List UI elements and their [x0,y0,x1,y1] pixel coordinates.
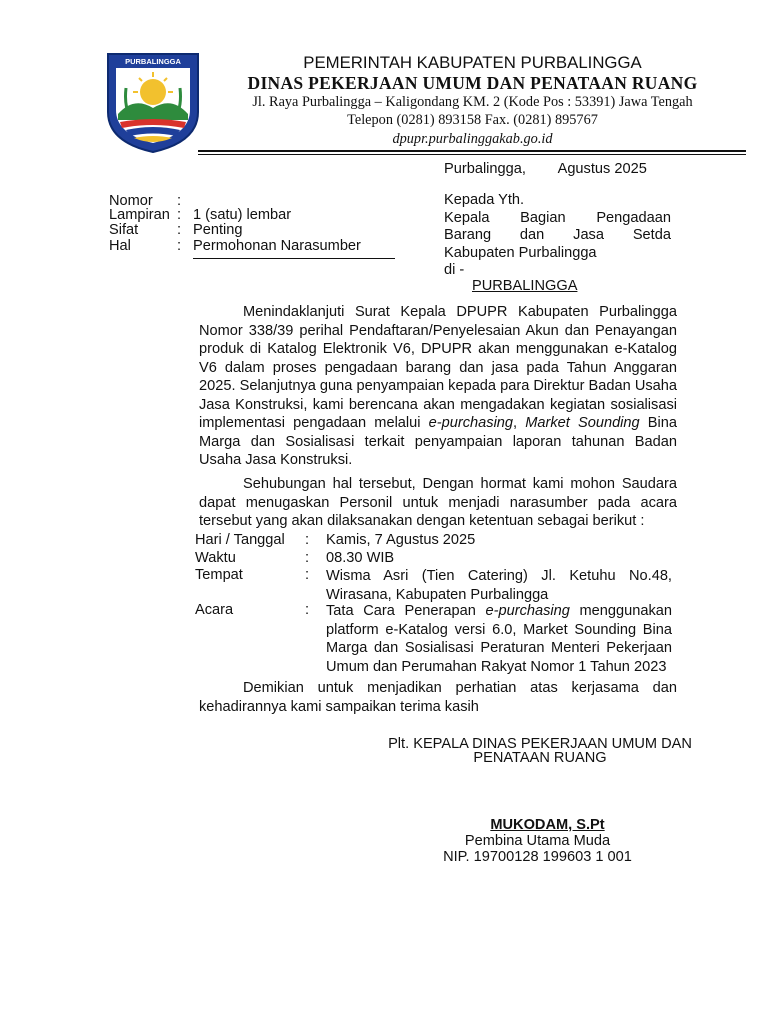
sifat-value: Penting [193,222,243,238]
paragraph-text: Bina Marga dan Sosialisasi terkait penyampaian laporan tahunan Badan Usaha Jasa Konstruksi. [199,415,678,468]
acara-value [326,602,672,676]
acara-text: menggunakan platform e-Katalog versi 6.0, Market Sounding Bina Marga dan Sosialisasi Peraturan Menteri Pekerjaan Umum dan Perumahan Rakyat Nomor 1 Tahun 2023 [326,603,672,675]
waktu-colon: : [305,550,310,566]
letterhead-government-name: PEMERINTAH KABUPATEN PURBALINGGA [303,53,642,72]
signatory-office-line-2: PENATAAN RUANG [473,750,607,766]
nomor-colon: : [177,193,182,209]
recipient-line-1 [444,210,671,226]
italic-term: e-purchasing [485,603,570,619]
tempat-colon: : [305,567,310,583]
paragraph-text: , [513,415,526,431]
signatory-rank: Pembina Utama Muda [464,833,611,849]
recipient-word: Jasa [573,227,604,243]
italic-term: Market Sounding [525,415,640,431]
recipient-line-4: di - [444,262,465,278]
tempat-label: Tempat [195,567,243,583]
hal-value: Permohonan Narasumber [193,238,361,254]
waktu-value: 08.30 WIB [326,550,395,566]
acara-colon: : [305,602,310,618]
recipient-greeting: Kepada Yth. [444,192,525,208]
hari-colon: : [305,532,310,548]
logo-text: PURBALINGGA [125,57,181,66]
letterhead-office-name: DINAS PEKERJAAN UMUM DAN PENATAAN RUANG [247,73,698,93]
body-paragraph-2: Sehubungan hal tersebut, Dengan hormat kami mohon Saudara dapat menugaskan Personil untuk menjadi narasumber pada acara tersebut yang akan dilaksanakan dengan ketentuan sebagai berikut : [199,476,677,529]
hal-colon: : [177,238,182,254]
letterhead-rule-thin [198,154,746,155]
italic-term: e-purchasing [428,415,514,431]
recipient-word: Pengadaan [596,210,671,226]
lampiran-value: 1 (satu) lembar [193,207,292,223]
letterhead-address: Jl. Raya Purbalingga – Kaligondang KM. 2 (Kode Pos : 53391) Jawa Tengah [252,94,693,110]
recipient-word: dan [519,227,545,243]
hari-value: Kamis, 7 Agustus 2025 [326,532,476,548]
recipient-line-2 [444,227,671,243]
lampiran-colon: : [177,207,182,223]
recipient-word: Kepala [444,210,490,226]
hari-label: Hari / Tanggal [195,532,285,548]
sifat-colon: : [177,222,182,238]
waktu-label: Waktu [195,550,236,566]
lampiran-label: Lampiran [109,207,170,223]
nomor-label: Nomor [109,193,153,209]
tempat-value: Wisma Asri (Tien Catering) Jl. Ketuhu No.48, Wirasana, Kabupaten Purbalingga [326,568,672,603]
signatory-nip: NIP. 19700128 199603 1 001 [443,849,632,865]
paragraph-text: Menindaklanjuti Surat Kepala DPUPR Kabupaten Purbalingga Nomor 338/39 perihal Pendaftaran/Penyelesaian Akun dan Penayangan produk di Katalog Elektronik V6, DPUPR akan menggunakan e-Katalog V6 dalam proses pengadaan barang dan jasa pada Tahun Anggaran 2025. Selanjutnya guna penyampaian kepada para Direktur Badan Usaha Jasa Konstruksi, kami berencana akan mengadakan kegiatan sosialisasi implementasi pengadaan melalui [199,304,677,431]
hal-label: Hal [109,238,131,254]
letterhead-phone-fax: Telepon (0281) 893158 Fax. (0281) 895767 [347,112,598,128]
recipient-line-3: Kabupaten Purbalingga [444,245,597,261]
letterhead-website: dpupr.purbalinggakab.go.id [392,131,553,147]
acara-text: Tata Cara Penerapan [326,603,486,619]
signatory-name: MUKODAM, S.Pt [490,817,605,833]
sifat-label: Sifat [109,222,139,238]
recipient-word: Barang [444,227,492,243]
regency-coat-of-arms-logo [104,50,202,154]
hal-underline [193,258,395,259]
recipient-word: Bagian [520,210,566,226]
letter-date: Purbalingga, Agustus 2025 [444,161,647,177]
letterhead-rule-thick [198,150,746,152]
signatory-office-line-1: Plt. KEPALA DINAS PEKERJAAN UMUM DAN [388,736,692,752]
recipient-city: PURBALINGGA [472,278,578,294]
acara-label: Acara [195,602,234,618]
recipient-word: Setda [632,227,671,243]
body-paragraph-1 [199,303,677,470]
closing-paragraph: Demikian untuk menjadikan perhatian atas kerjasama dan kehadirannya kami sampaikan terima kasih [199,680,677,715]
